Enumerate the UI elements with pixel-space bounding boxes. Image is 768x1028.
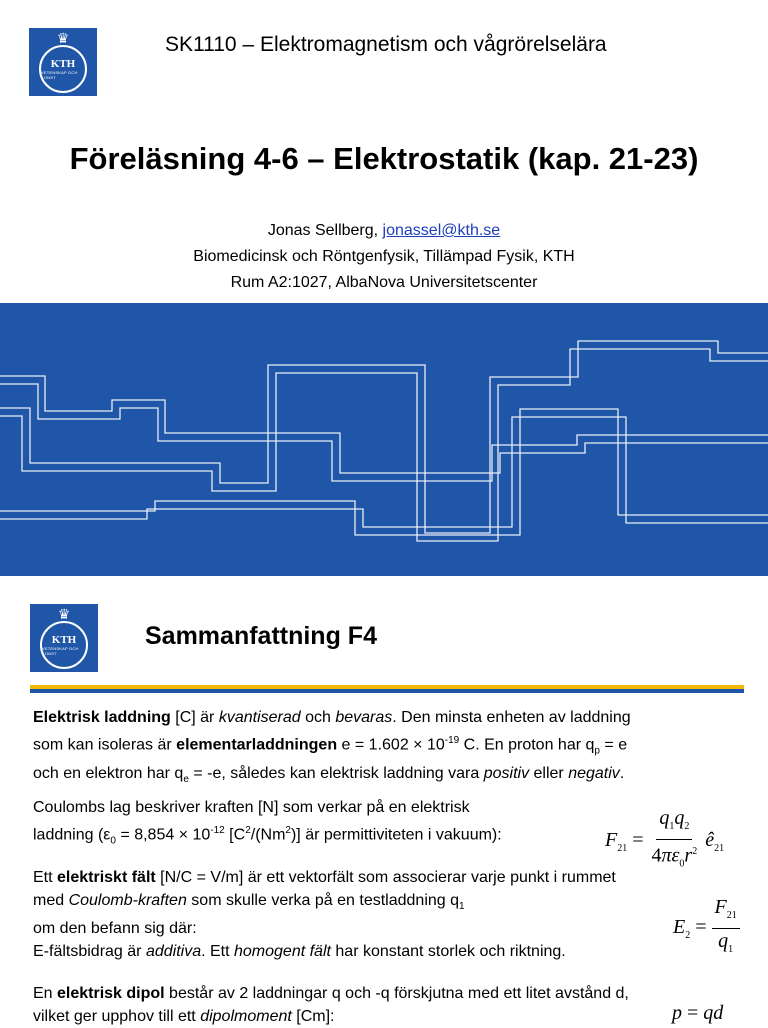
blue-divider <box>30 689 744 693</box>
logo-text: KTH <box>50 58 76 70</box>
author-email-link[interactable]: jonassel@kth.se <box>382 222 501 239</box>
paragraph-field: Ett elektriskt fält [N/C = V/m] är ett vektorfält som associerar varje punkt i rummet med Coulomb-kraften som skulle verka på en testladdning $q_1$ om den befann sig där: E-fältsbidrag är additiva. Ett homogent fält har konstant storlek och riktning. <box>33 869 616 960</box>
author-line <box>0 218 768 244</box>
circuit-banner <box>0 303 768 576</box>
author-name: Jonas Sellberg, <box>267 222 383 239</box>
logo-text: KTH <box>51 634 77 646</box>
department: Biomedicinsk och Röntgenfysik, Tillämpad Fysik, KTH <box>193 248 575 265</box>
circuit-lines-graphic <box>0 303 768 576</box>
kth-logo-2 <box>30 604 98 672</box>
coulomb-formula: $F_{21}$ = $\frac{q_1q_2}{4\pi\varepsilon_0r^2}$ $ê_{21}$ <box>605 807 725 870</box>
field-formula: $E_2$ = $\frac{F_{21}}{q_1}$ <box>673 895 740 962</box>
logo-subtext: VETENSKAP OCH KONST <box>42 646 79 656</box>
paragraph-dipole: En elektrisk dipol består av 2 laddningar q och -q förskjutna med ett litet avstånd d, vilket ger upphov till ett dipolmoment [Cm]: <box>33 985 629 1025</box>
crown-icon: ♛ <box>56 30 70 46</box>
author-block <box>0 218 768 296</box>
logo-subtext: VETENSKAP OCH KONST <box>41 70 78 80</box>
room: Rum A2:1027, AlbaNova Universitetscenter <box>230 274 538 291</box>
paragraph-charge: Elektrisk laddning [C] är kvantiserad och bevaras. Den minsta enheten av laddning som kan isoleras är elementarladdningen $e = 1.602 \times 10^{-19}$ C. En proton har $q_p = e$ och en elektron har $q_e = -e$, således kan elektrisk laddning vara positiv eller negativ. <box>33 709 631 785</box>
lecture-title: Föreläsning 4-6 – Elektrostatik (kap. 21-23) <box>69 141 699 176</box>
paragraph-coulomb: Coulombs lag beskriver kraften [N] som verkar på en elektrisk laddning ($\varepsilon_0 = 8,854 \times 10^{-12}$ $[C^2/(Nm^2)]$ är permittiviteten i vakuum): <box>33 799 502 847</box>
logo-ring <box>39 45 87 93</box>
dipole-formula: p = qd <box>672 1002 724 1024</box>
logo-ring <box>40 621 88 669</box>
crown-icon: ♛ <box>57 606 71 622</box>
summary-title: Sammanfattning F4 <box>145 622 377 650</box>
kth-logo <box>29 28 97 96</box>
course-title: SK1110 – Elektromagnetism och vågrörelselära <box>165 33 607 56</box>
